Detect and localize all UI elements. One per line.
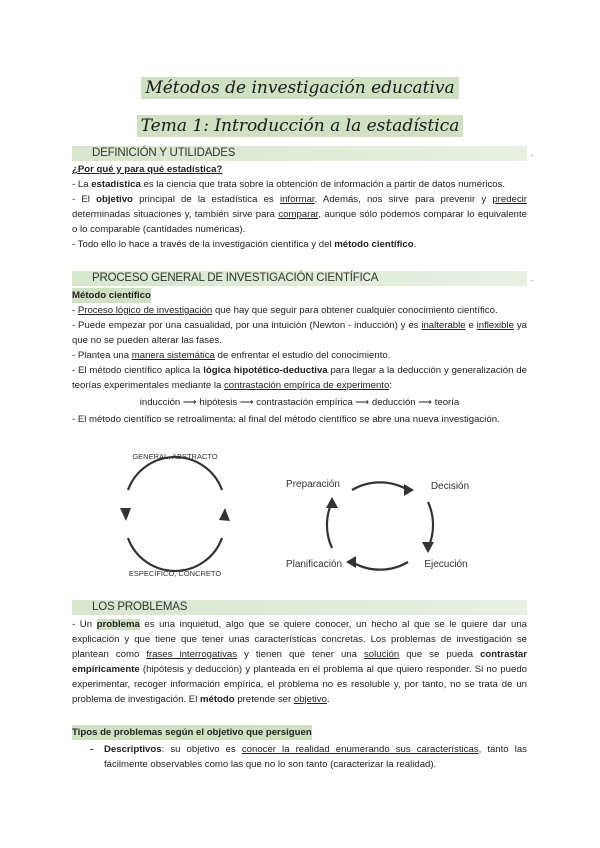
section3-body xyxy=(72,617,527,707)
metodo-heading: Método científico xyxy=(72,290,151,301)
paragraph-aplica: - El método científico aplica la lógica hipotético-deductiva para llegar a la deducción y generalización de teorías experimentales mediante la contrastación empírica de experimento: xyxy=(72,365,527,391)
section2-body xyxy=(72,288,527,427)
question-heading: ¿Por qué y para qué estadística? xyxy=(72,164,223,175)
cycle-diagram-phases xyxy=(280,460,480,580)
paragraph-problema: - Un problema es una inquietud, algo que se quiere conocer, un hecho al que se le quiere dar una explicación y que tiene que tener unas características concretas. Los problemas de investigación se plantean como frases interrogativas y tienen que tener una solución que se pueda contrastar empíricamente (hipótesis y deducción) y planteada en el problema al que quiero responder. Si no puedo experimentar, recoger información empírica, el problema no es resoluble y, por tanto, no se trata de un problema de investigación. El método pretende ser objetivo. xyxy=(72,619,527,705)
section1-body xyxy=(72,162,527,252)
section-heading-proceso: PROCESO GENERAL DE INVESTIGACIÓN CIENTÍFICA . xyxy=(72,271,527,286)
paragraph-estadistica: - La estadística es la ciencia que trata sobre la obtención de información a partir de datos numéricos. xyxy=(72,179,506,190)
section-title: LOS PROBLEMAS xyxy=(92,601,188,613)
cycle-arrowhead-left xyxy=(120,508,131,521)
cycle-arc-bottom xyxy=(128,538,222,571)
cycle-arrowhead-right xyxy=(219,508,230,521)
phase-arc-bottom xyxy=(352,562,408,570)
page-subtitle: Tema 1: Introducción a la estadística xyxy=(137,115,464,137)
types-block xyxy=(72,725,527,772)
paragraph-plantea: - Plantea una manera sistemática de enfrentar el estudio del conocimiento. xyxy=(72,350,391,361)
phase-arc-right xyxy=(428,502,433,548)
cycle-diagram-abstract xyxy=(100,448,250,580)
paragraph-empezar: - Puede empezar por una casualidad, por una intuición (Newton - inducción) y es inalterable e inflexible ya que no se pueden alterar las fases. xyxy=(72,320,527,346)
phase-arc-top xyxy=(352,482,408,490)
phase-decision-label: Decisión xyxy=(430,481,470,492)
section-heading-problemas xyxy=(72,600,527,615)
subtitle-wrap xyxy=(0,115,600,137)
paragraph-proceso: - Proceso lógico de investigación que hay que seguir para obtener cualquier conocimiento científico. xyxy=(72,305,498,316)
paragraph-objetivo: - El objetivo principal de la estadística es informar. Además, nos sirve para prevenir y predecir determinadas situaciones y, también sirve para comparar, aunque sólo podemos comparar lo equivalente o lo comparable (cantidades numéricas). xyxy=(72,194,527,235)
phase-planificacion-label: Planificación xyxy=(285,559,343,570)
phase-arrowhead-left xyxy=(326,497,338,508)
phase-preparacion-label: Preparación xyxy=(286,479,340,490)
method-chain: inducción ⟶ hipótesis ⟶ contrastación empírica ⟶ deducción ⟶ teoría xyxy=(139,397,460,408)
diagram1-bottom-label: ESPECÍFICO, CONCRETO xyxy=(128,569,222,578)
cycle-arc-top xyxy=(128,457,222,490)
bullet-dash: - xyxy=(90,744,94,755)
phase-arrowhead-right xyxy=(422,542,434,553)
diagram1-top-label: GENERAL, ABSTRACTO xyxy=(132,452,218,461)
paragraph-todo: - Todo ello lo hace a través de la investigación científica y del método científico. xyxy=(72,239,417,250)
paragraph-retroalimenta: - El método científico se retroalimenta: al final del método científico se abre una nueva investigación. xyxy=(72,414,500,425)
section-title: DEFINICIÓN Y UTILIDADES xyxy=(92,147,236,159)
page-title: Métodos de investigación educativa xyxy=(141,77,458,99)
types-heading: Tipos de problemas según el objetivo que persiguen xyxy=(72,727,312,738)
phase-arrowhead-top xyxy=(404,484,414,496)
phase-arc-left xyxy=(327,502,332,548)
section-heading-definicion: DEFINICIÓN Y UTILIDADES . xyxy=(72,146,527,161)
list-item: - Descriptivos: su objetivo es conocer la realidad enumerando sus características, tanto las fácilmente observables como las que no lo son tanto (caracterizar la realidad). xyxy=(90,744,527,770)
phase-ejecucion-label: Ejecución xyxy=(424,559,468,570)
phase-arrowhead-bottom xyxy=(346,556,356,568)
title-wrap xyxy=(0,77,600,99)
section-title: PROCESO GENERAL DE INVESTIGACIÓN CIENTÍFICA xyxy=(92,272,379,284)
